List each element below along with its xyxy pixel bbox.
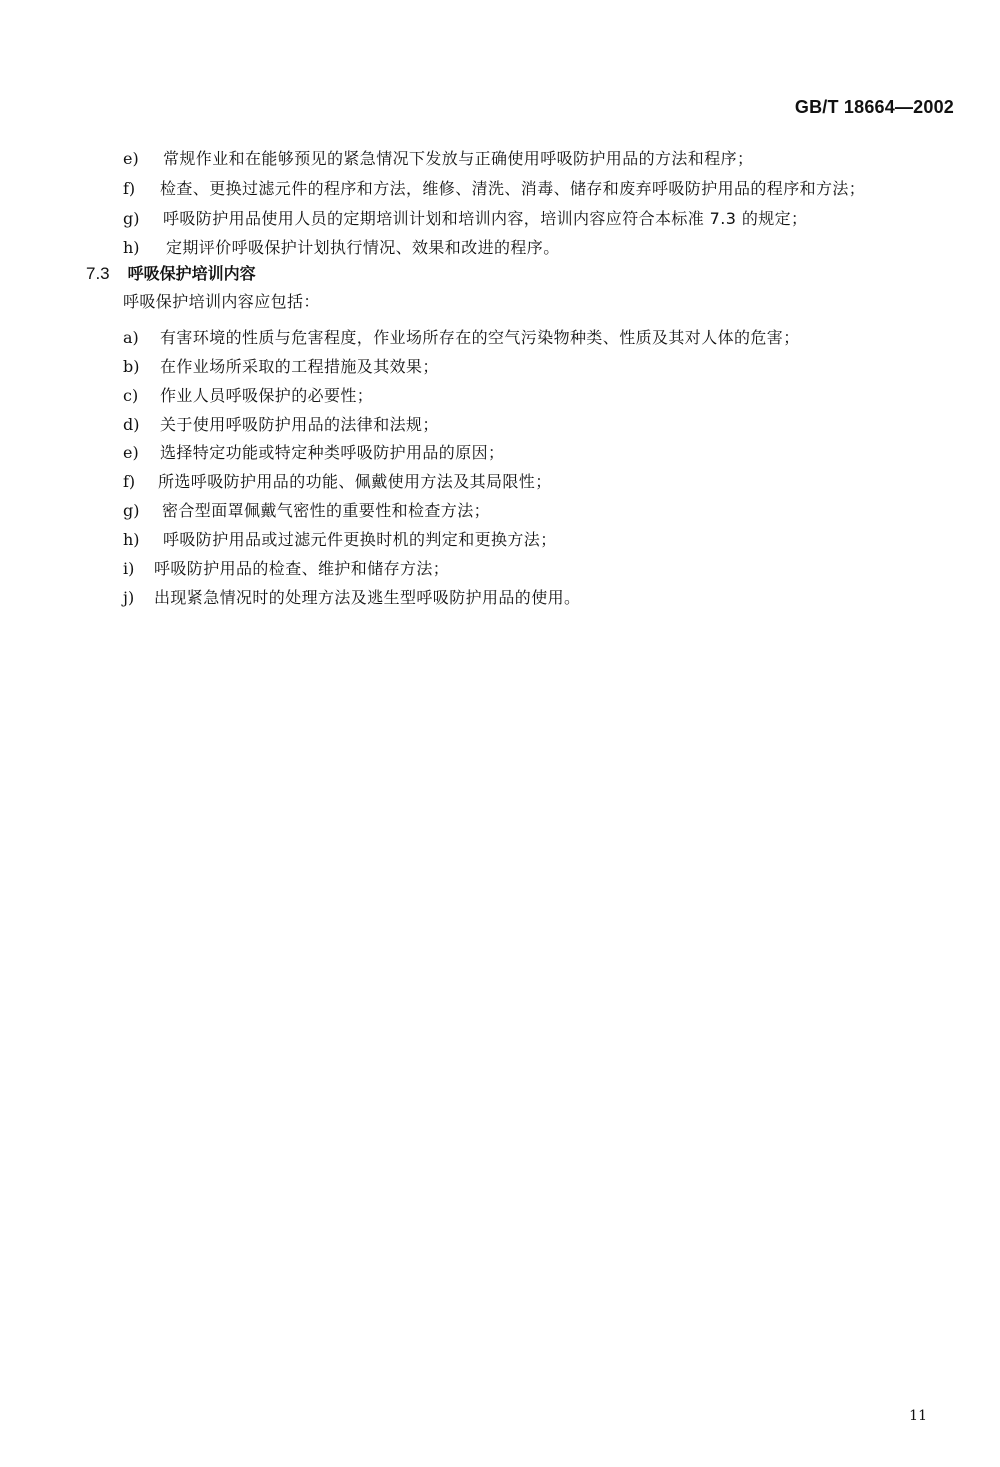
list-text: 呼吸防护用品使用人员的定期培训计划和培训内容，培训内容应符合本标准 7.3 的规定； [163,209,808,228]
list-text: 定期评价呼吸保护计划执行情况、效果和改进的程序。 [166,238,560,257]
list-marker: h) [123,238,140,257]
list-marker: d) [123,415,140,434]
section-title: 呼吸保护培训内容 [127,264,256,283]
section-number: 7.3 [86,264,110,283]
list-marker: a) [123,328,139,347]
list-text: 作业人员呼吸保护的必要性； [160,386,374,405]
page-number: 11 [909,1408,927,1424]
section-heading [86,262,256,286]
list-text: 在作业场所采取的工程措施及其效果； [160,357,439,376]
list-marker: c) [123,386,139,405]
list-marker: e) [123,443,139,462]
section-intro: 呼吸保护培训内容应包括： [123,292,320,311]
standard-code: GB/T 18664—2002 [794,97,954,117]
list-marker: g) [123,209,140,228]
list-marker: h) [123,530,140,549]
list-text: 关于使用呼吸防护用品的法律和法规； [160,415,439,434]
list-marker: e) [123,149,139,168]
list-text: 所选呼吸防护用品的功能、佩戴使用方法及其局限性； [158,472,552,491]
list-text: 常规作业和在能够预见的紧急情况下发放与正确使用呼吸防护用品的方法和程序； [163,149,754,168]
list-text: 呼吸防护用品的检查、维护和储存方法； [154,559,450,578]
list-text: 有害环境的性质与危害程度，作业场所存在的空气污染物种类、性质及其对人体的危害； [160,328,800,347]
list-marker: i) [123,559,135,578]
list-marker: f) [123,472,136,491]
list-marker: f) [123,179,136,198]
list-marker: g) [123,501,140,520]
list-text: 选择特定功能或特定种类呼吸防护用品的原因； [160,443,505,462]
list-marker: j) [123,588,135,607]
list-marker: b) [123,357,140,376]
list-text: 呼吸防护用品或过滤元件更换时机的判定和更换方法； [163,530,557,549]
list-text: 出现紧急情况时的处理方法及逃生型呼吸防护用品的使用。 [154,588,581,607]
list-text: 检查、更换过滤元件的程序和方法，维修、清洗、消毒、储存和废弃呼吸防护用品的程序和方法； [160,179,866,198]
list-text: 密合型面罩佩戴气密性的重要性和检查方法； [162,501,491,520]
